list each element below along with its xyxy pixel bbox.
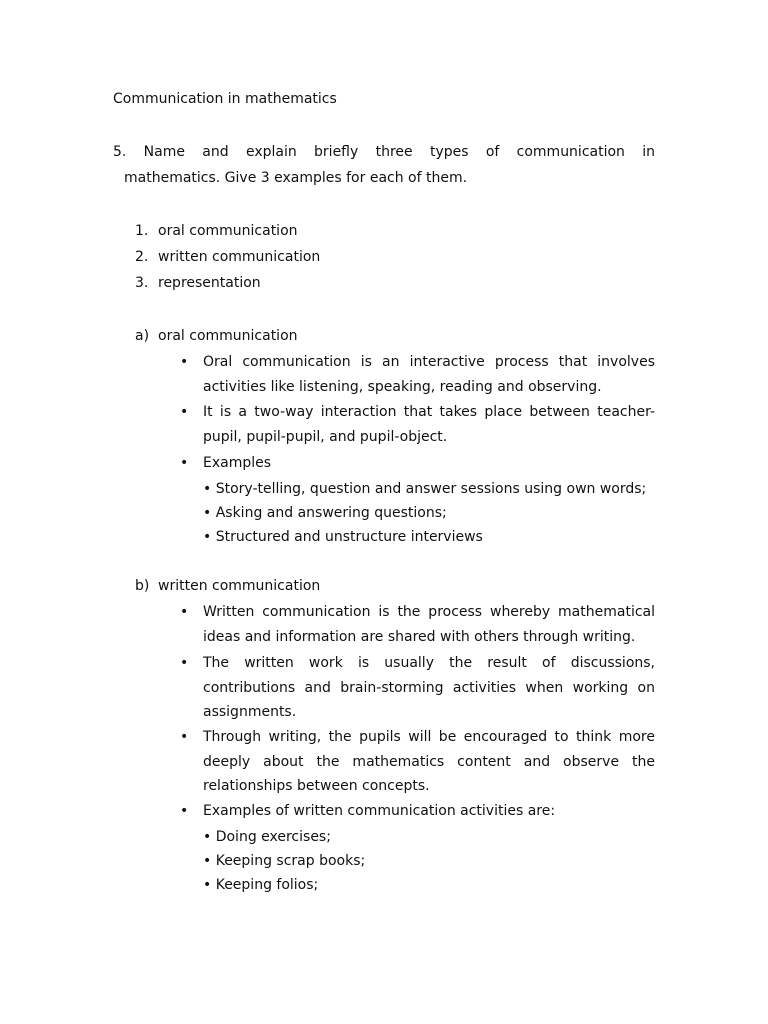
section-a-bullet-3-line-1: Examples xyxy=(203,455,272,471)
question-line-1: 5. Name and explain briefly three types of communication in xyxy=(113,144,655,160)
bullet-icon: • xyxy=(180,655,189,671)
section-a-bullet-1-line-1: Oral communication is an interactive process that involves xyxy=(203,354,655,370)
section-a-bullet-2-line-2: pupil, pupil-pupil, and pupil-object. xyxy=(203,429,448,445)
section-a-heading: oral communication xyxy=(158,328,298,344)
section-a-example-3: • Structured and unstructure interviews xyxy=(203,529,483,545)
bullet-icon: • xyxy=(180,354,189,370)
type-number-3: 3. xyxy=(135,275,149,291)
section-a-bullet-2-line-1: It is a two-way interaction that takes place between teacher- xyxy=(203,404,655,420)
type-label-3: representation xyxy=(158,275,261,291)
section-b-bullet-1-line-1: Written communication is the process whereby mathematical xyxy=(203,604,655,620)
section-b-bullet-3-line-3: relationships between concepts. xyxy=(203,778,430,794)
bullet-icon: • xyxy=(180,404,189,420)
document-title: Communication in mathematics xyxy=(113,91,337,107)
section-b-bullet-2-line-3: assignments. xyxy=(203,704,297,720)
bullet-icon: • xyxy=(180,803,189,819)
bullet-icon: • xyxy=(180,729,189,745)
section-b-heading: written communication xyxy=(158,578,321,594)
section-b-bullet-2-line-2: contributions and brain-storming activities when working on xyxy=(203,680,655,696)
section-a-example-2: • Asking and answering questions; xyxy=(203,505,447,521)
question-line-2: mathematics. Give 3 examples for each of them. xyxy=(124,170,468,186)
section-b-bullet-1-line-2: ideas and information are shared with others through writing. xyxy=(203,629,636,645)
section-b-bullet-2-line-1: The written work is usually the result of discussions, xyxy=(203,655,655,671)
section-b-bullet-3-line-1: Through writing, the pupils will be encouraged to think more xyxy=(203,729,655,745)
section-b-marker: b) xyxy=(135,578,150,594)
section-b-example-2: • Keeping scrap books; xyxy=(203,853,366,869)
section-b-bullet-4-line-1: Examples of written communication activities are: xyxy=(203,803,556,819)
section-b-bullet-3-line-2: deeply about the mathematics content and observe the xyxy=(203,754,655,770)
section-b-example-3: • Keeping folios; xyxy=(203,877,319,893)
section-a-marker: a) xyxy=(135,328,150,344)
bullet-icon: • xyxy=(180,455,189,471)
section-b-example-1: • Doing exercises; xyxy=(203,829,331,845)
bullet-icon: • xyxy=(180,604,189,620)
type-label-2: written communication xyxy=(158,249,321,265)
type-number-2: 2. xyxy=(135,249,149,265)
type-number-1: 1. xyxy=(135,223,149,239)
type-label-1: oral communication xyxy=(158,223,298,239)
section-a-example-1: • Story-telling, question and answer sessions using own words; xyxy=(203,481,647,497)
section-a-bullet-1-line-2: activities like listening, speaking, reading and observing. xyxy=(203,379,602,395)
